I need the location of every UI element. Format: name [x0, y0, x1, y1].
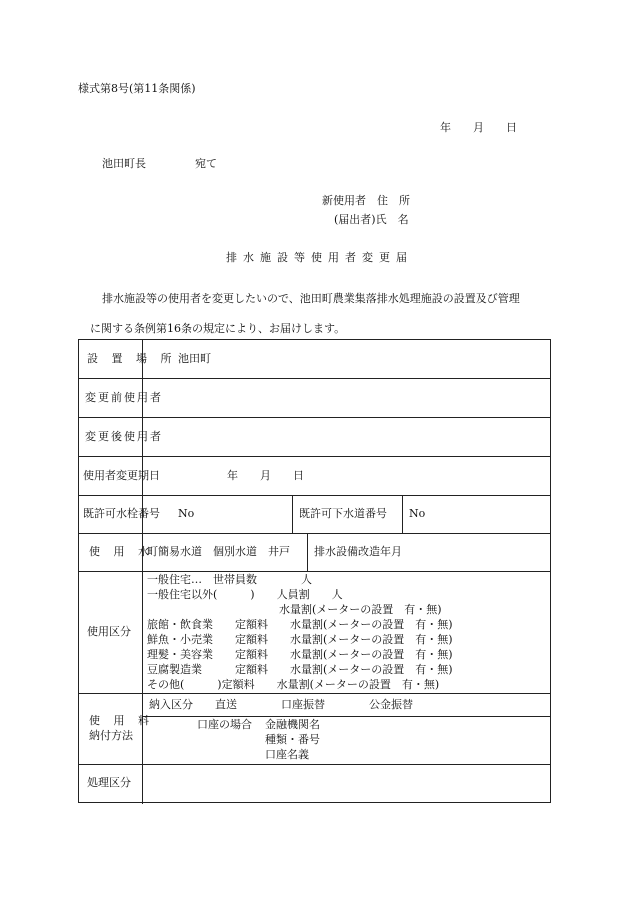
usage-line: 豆腐製造業 定額料 水量割(メーターの設置 有・無): [147, 663, 453, 676]
water-source-options: 町簡易水道 個別水道 井戸: [147, 545, 290, 558]
location-value: 池田町: [178, 352, 211, 365]
processing-category-label: 処理区分: [87, 776, 131, 789]
body-text-line1: 排水施設等の使用者を変更したいので、池田町農業集落排水処理施設の設置及び管理: [102, 292, 520, 305]
submission-date: 年 月 日: [440, 121, 517, 134]
usage-line: 鮮魚・小売業 定額料 水量割(メーターの設置 有・無): [147, 633, 453, 646]
applicant-name-label: (届出者)氏 名: [334, 213, 409, 226]
usage-category-label: 使用区分: [87, 625, 131, 638]
water-meter-value: No: [178, 507, 195, 520]
form-number: 様式第8号(第11条関係): [78, 82, 196, 95]
sewer-number-label: 既許可下水道番号: [299, 507, 387, 520]
payment-method-label-line1: 使 用 料: [89, 714, 154, 727]
usage-line: 水量割(メーターの設置 有・無): [147, 603, 442, 616]
usage-line: その他( )定額料 水量割(メーターの設置 有・無): [147, 678, 440, 691]
payment-method-label-line2: 納付方法: [89, 729, 133, 742]
addressee-suffix: 宛て: [195, 157, 217, 170]
bank-case-label: 口座の場合: [197, 718, 252, 731]
document-title: 排水施設等使用者変更届: [226, 251, 413, 264]
change-date-label: 使用者変更期日: [83, 469, 160, 482]
applicant-address-label: 新使用者 住 所: [322, 194, 410, 207]
bank-name-label: 金融機関名: [265, 718, 320, 731]
usage-line: 旅館・飲食業 定額料 水量割(メーターの設置 有・無): [147, 618, 453, 631]
usage-line: 一般住宅以外( ) 人員割 人: [147, 588, 343, 601]
location-label: 設 置 場 所: [87, 352, 177, 365]
addressee: 池田町長: [102, 157, 146, 170]
change-date-value: 年 月 日: [227, 469, 304, 482]
usage-line: 理髪・美容業 定額料 水量割(メーターの設置 有・無): [147, 648, 453, 661]
water-meter-label: 既許可水栓番号: [83, 507, 160, 520]
new-user-label: 変更後使用者: [85, 430, 163, 443]
application-form-table: [78, 339, 551, 803]
previous-user-label: 変更前使用者: [85, 391, 163, 404]
bank-holder-label: 口座名義: [265, 748, 309, 761]
payment-type-line: 納入区分 直送 口座振替 公金振替: [149, 698, 413, 711]
water-source-label: 使 用 水: [89, 545, 154, 558]
body-text-line2: に関する条例第16条の規定により、お届けします。: [90, 322, 346, 335]
sewer-number-value: No: [409, 507, 426, 520]
renovation-date-label: 排水設備改造年月: [314, 545, 402, 558]
bank-type-label: 種類・番号: [265, 733, 320, 746]
usage-line: 一般住宅… 世帯員数 人: [147, 573, 312, 586]
